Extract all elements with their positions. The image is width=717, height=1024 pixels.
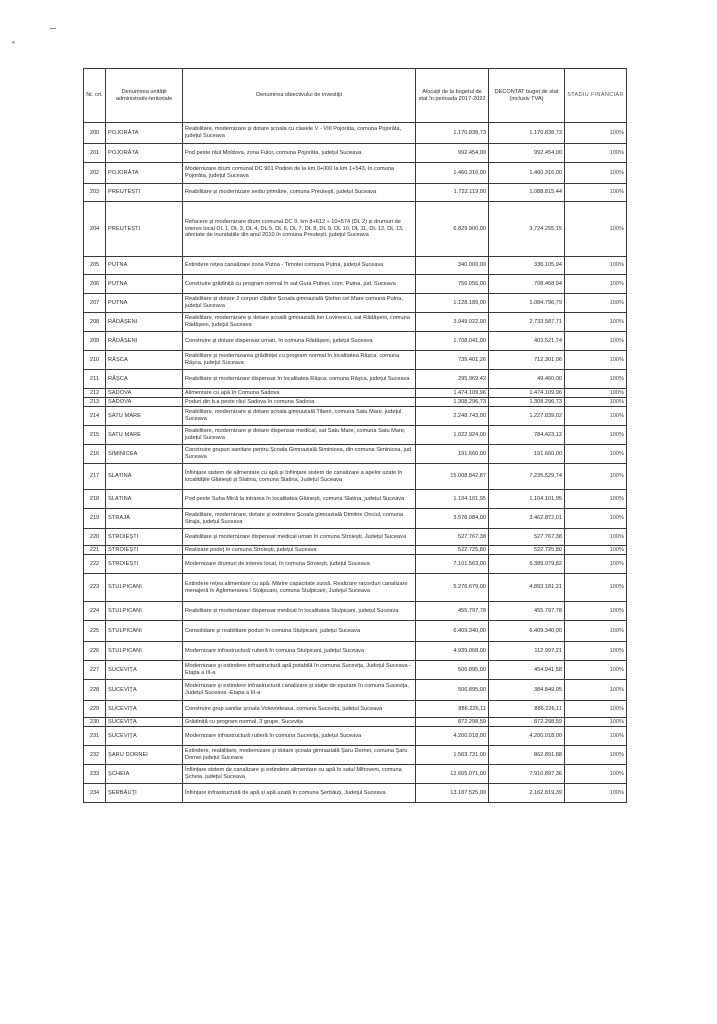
table-row: [84, 661, 627, 680]
row-allocation: 12.665.071,00: [416, 765, 489, 784]
row-number: 227: [84, 661, 106, 680]
row-settled: 886.226,11: [489, 701, 565, 718]
table-row: [84, 257, 627, 275]
row-allocation: 455.797,78: [416, 602, 489, 621]
table-row: [84, 546, 627, 555]
row-stage: 100%: [565, 389, 627, 398]
table-row: [84, 313, 627, 332]
table-row: [84, 389, 627, 398]
row-unit-name: RĂDĂȘENI: [106, 313, 183, 332]
row-number: 206: [84, 275, 106, 294]
row-settled: 4.200.018,00: [489, 727, 565, 746]
row-number: 209: [84, 332, 106, 351]
row-number: 216: [84, 445, 106, 464]
row-settled: 7.910.897,36: [489, 765, 565, 784]
header-nr: Nr. crt.: [84, 69, 106, 123]
row-number: 202: [84, 163, 106, 184]
row-unit-name: SUCEVIȚA: [106, 680, 183, 701]
row-allocation: 1.460.316,00: [416, 163, 489, 184]
row-stage: 100%: [565, 718, 627, 727]
row-unit-name: RÂȘCA: [106, 351, 183, 370]
table-row: [84, 746, 627, 765]
row-unit-name: STROIEȘTI: [106, 555, 183, 574]
row-number: 231: [84, 727, 106, 746]
row-allocation: 886.226,11: [416, 701, 489, 718]
row-stage: 100%: [565, 445, 627, 464]
header-financial-stage: STADIU FINANCIAR: [565, 69, 627, 123]
row-unit-name: STROIEȘTI: [106, 529, 183, 546]
row-settled: 112.997,21: [489, 642, 565, 661]
table-row: [84, 464, 627, 490]
row-stage: 100%: [565, 701, 627, 718]
table-row: [84, 529, 627, 546]
row-allocation: 13.187.525,00: [416, 784, 489, 803]
row-number: 201: [84, 144, 106, 163]
row-objective: Construire grupuri sanitare pentru Școala Gimnazială Siminicea, din comuna Siminicea, jud. Suceava: [183, 445, 416, 464]
row-objective: Pod peste Suha Mică la intrarea în localitatea Găinești, comuna Slatina, județul Suceava: [183, 490, 416, 509]
row-settled: 1.170.838,73: [489, 123, 565, 144]
row-allocation: 4.200.018,00: [416, 727, 489, 746]
row-objective: Modernizare și extindere infrastructură canalizare și stație de epurare în comuna Sucevița, Județul Suceava -Etapa a III-a: [183, 680, 416, 701]
row-objective: Extindere rețea canalizare zona Putna - Timotei comuna Putna, județul Suceava: [183, 257, 416, 275]
table-row: [84, 680, 627, 701]
row-stage: 100%: [565, 370, 627, 389]
row-unit-name: SUCEVIȚA: [106, 701, 183, 718]
row-number: 217: [84, 464, 106, 490]
row-settled: 336.105,94: [489, 257, 565, 275]
row-allocation: 6.409.340,00: [416, 621, 489, 642]
row-objective: Pod peste râul Moldova, zona Fulor, comuna Pojorâta, județul Suceava: [183, 144, 416, 163]
row-unit-name: SUCEVIȚA: [106, 718, 183, 727]
row-stage: 100%: [565, 746, 627, 765]
row-objective: Construire grup sanitar școala Voievodeasa, comuna Sucevița, județul Suceava: [183, 701, 416, 718]
row-stage: 100%: [565, 765, 627, 784]
row-unit-name: SUCEVIȚA: [106, 661, 183, 680]
row-objective: Reabilitare, modernizare și dotare școală gimnazială Ion Lovinescu, sat Rădășeni, comuna Rădășeni, județul Suceava: [183, 313, 416, 332]
row-settled: 191.660,00: [489, 445, 565, 464]
row-unit-name: PUTNA: [106, 257, 183, 275]
table-row: [84, 602, 627, 621]
row-objective: Reabilitare, modernizare și dotare școala gimnazială Tibeni, comuna Satu Mare, județul Suceava: [183, 407, 416, 426]
row-unit-name: POJORÂTA: [106, 163, 183, 184]
row-unit-name: PREUTEȘTI: [106, 202, 183, 257]
row-unit-name: SIMINICEA: [106, 445, 183, 464]
row-number: 230: [84, 718, 106, 727]
row-unit-name: STRAJA: [106, 509, 183, 529]
table-row: [84, 370, 627, 389]
row-unit-name: SLATINA: [106, 464, 183, 490]
row-settled: 708.468,94: [489, 275, 565, 294]
row-stage: 100%: [565, 275, 627, 294]
header-settled: DECONTAT buget de stat (inclusiv TVA): [489, 69, 565, 123]
row-objective: Înființare sistem de canalizare și extindere alimentare cu apă în satul Mihoveni, comuna Șcheia, județul Suceava: [183, 765, 416, 784]
row-unit-name: RĂDĂȘENI: [106, 332, 183, 351]
header-allocations: Alocații de la bugetul de stat în perioada 2017-2022: [416, 69, 489, 123]
row-settled: 403.521,74: [489, 332, 565, 351]
table-row: [84, 294, 627, 313]
row-number: 210: [84, 351, 106, 370]
row-unit-name: SUCEVIȚA: [106, 727, 183, 746]
row-number: 220: [84, 529, 106, 546]
row-settled: 6.409.340,00: [489, 621, 565, 642]
table-row: [84, 642, 627, 661]
row-stage: 100%: [565, 144, 627, 163]
row-objective: Modernizare și extindere infrastructură apă potabilă în comuna Sucevița, Județul Suceava -Etapa a III-a: [183, 661, 416, 680]
row-objective: Modernizare drum comunal DC 901 Podirei de la km 0+000 la km 1+543, în comuna Pojorâta, județul Suceava: [183, 163, 416, 184]
row-stage: 100%: [565, 184, 627, 202]
row-objective: Modernizare infrastructură rutieră în comuna Sucevița, județul Suceava: [183, 727, 416, 746]
row-objective: Reabilitare și modernizare dispensar medical în localitatea Stulpicani, județul Suceava: [183, 602, 416, 621]
table-row: [84, 144, 627, 163]
row-objective: Reabilitare și modernizare dispensar în localitatea Râșca, comuna Râșca, județul Suceava: [183, 370, 416, 389]
row-number: 224: [84, 602, 106, 621]
row-settled: 527.767,38: [489, 529, 565, 546]
row-number: 213: [84, 398, 106, 407]
row-settled: 862.891,88: [489, 746, 565, 765]
row-number: 232: [84, 746, 106, 765]
row-settled: 3.724.255,15: [489, 202, 565, 257]
row-settled: 1.088.815,44: [489, 184, 565, 202]
row-unit-name: SADOVA: [106, 398, 183, 407]
row-unit-name: POJORÂTA: [106, 144, 183, 163]
row-allocation: 527.767,38: [416, 529, 489, 546]
row-stage: 100%: [565, 202, 627, 257]
row-settled: 7.235.529,74: [489, 464, 565, 490]
row-objective: Poduri din b.a peste râul Sadova în comuna Sadova: [183, 398, 416, 407]
table-row: [84, 718, 627, 727]
table-row: [84, 445, 627, 464]
row-unit-name: SLATINA: [106, 490, 183, 509]
row-unit-name: STULPICANI: [106, 621, 183, 642]
row-allocation: 6.829.900,00: [416, 202, 489, 257]
row-objective: Construire și dotare dispensar uman, în comuna Rădășeni, județul Suceava: [183, 332, 416, 351]
row-stage: 100%: [565, 574, 627, 602]
row-settled: 3.462.872,01: [489, 509, 565, 529]
row-number: 204: [84, 202, 106, 257]
table-row: [84, 123, 627, 144]
row-stage: 100%: [565, 294, 627, 313]
row-objective: Consolidare și reabilitare poduri în comuna Stulpicani, județul Suceava: [183, 621, 416, 642]
row-objective: Modernizare infrastructură rutieră în comuna Stulpicani, județul Suceava: [183, 642, 416, 661]
row-unit-name: STULPICANI: [106, 602, 183, 621]
table-row: [84, 784, 627, 803]
row-number: 211: [84, 370, 106, 389]
row-settled: 1.084.796,79: [489, 294, 565, 313]
row-settled: 522.725,80: [489, 546, 565, 555]
row-stage: 100%: [565, 123, 627, 144]
row-settled: 1.460.316,00: [489, 163, 565, 184]
scan-dash-mark: [50, 28, 56, 29]
row-settled: 1.104.101,95: [489, 490, 565, 509]
investment-table: [83, 68, 627, 803]
row-stage: 100%: [565, 509, 627, 529]
row-objective: Refacere și modernizare drum comunal DC 9, km 8+612 ÷ 10+574 (DL 2) și drumuri de interes local DL 1, DL 3, DL 4, DL 5, DL 6, DL 7, DL 8, DL 9, DL 10, DL 11, DL 12, DL 13, afectate de inundațiile din anul 2010 în comuna Preutești, județul Suceava: [183, 202, 416, 257]
table-row: [84, 351, 627, 370]
row-objective: Reabilitare și modernizare dispensar medical uman în comuna Stroiești, Județul Suceava: [183, 529, 416, 546]
row-allocation: 756.056,00: [416, 275, 489, 294]
row-unit-name: ȘERBĂUȚI: [106, 784, 183, 803]
row-objective: Reabilitare, modernizare și dotare școala cu clasele V - VIII Pojorâta, comuna Pojorâta, județul Suceava: [183, 123, 416, 144]
table-row: [84, 332, 627, 351]
row-allocation: 1.708.041,00: [416, 332, 489, 351]
row-number: 222: [84, 555, 106, 574]
table-row: [84, 398, 627, 407]
row-number: 212: [84, 389, 106, 398]
row-objective: Extindere rețea alimentare cu apă. Mărire capacitate sursă. Realizare racorduri canalizare menajeră în Aglomerarea I Stulpicani, comuna Stulpicani, Județul Suceava: [183, 574, 416, 602]
table-header-row: [84, 69, 627, 123]
row-allocation: 340.000,00: [416, 257, 489, 275]
row-objective: Reabilitare și dotare 2 corpuri clădire Școala gimnazială Ștefan cel Mare comuna Putna, județul Suceava: [183, 294, 416, 313]
row-allocation: 506.895,00: [416, 661, 489, 680]
row-number: 205: [84, 257, 106, 275]
row-stage: 100%: [565, 642, 627, 661]
row-stage: 100%: [565, 490, 627, 509]
row-allocation: 506.895,00: [416, 680, 489, 701]
row-stage: 100%: [565, 332, 627, 351]
row-number: 233: [84, 765, 106, 784]
row-allocation: 3.578.084,00: [416, 509, 489, 529]
table-row: [84, 490, 627, 509]
table-row: [84, 184, 627, 202]
row-allocation: 872.298,59: [416, 718, 489, 727]
row-stage: 100%: [565, 661, 627, 680]
table-row: [84, 426, 627, 445]
row-settled: 6.389.079,82: [489, 555, 565, 574]
page-dot-mark: •: [12, 38, 15, 47]
row-stage: 100%: [565, 426, 627, 445]
row-allocation: 5.276.679,00: [416, 574, 489, 602]
row-settled: 454.941,58: [489, 661, 565, 680]
row-number: 225: [84, 621, 106, 642]
row-stage: 100%: [565, 680, 627, 701]
table-row: [84, 163, 627, 184]
table-row: [84, 509, 627, 529]
row-settled: 49.460,00: [489, 370, 565, 389]
row-number: 215: [84, 426, 106, 445]
row-settled: 4.893.181,21: [489, 574, 565, 602]
table-row: [84, 275, 627, 294]
header-objective: Denumirea obiectivului de investiții: [183, 69, 416, 123]
row-unit-name: RÂȘCA: [106, 370, 183, 389]
row-number: 226: [84, 642, 106, 661]
row-stage: 100%: [565, 555, 627, 574]
table-row: [84, 621, 627, 642]
row-number: 228: [84, 680, 106, 701]
table-row: [84, 407, 627, 426]
row-objective: Înființare sistem de alimentare cu apă și înființare sistem de canalizare a apelor uzate în localitățile Găinești și Slatina, comuna Slatina, Județul Suceava: [183, 464, 416, 490]
row-stage: 100%: [565, 257, 627, 275]
row-stage: 100%: [565, 784, 627, 803]
row-allocation: 522.725,80: [416, 546, 489, 555]
row-number: 234: [84, 784, 106, 803]
row-number: 207: [84, 294, 106, 313]
row-unit-name: STROIEȘTI: [106, 546, 183, 555]
row-allocation: 992.454,00: [416, 144, 489, 163]
row-settled: 784.423,12: [489, 426, 565, 445]
row-settled: 2.733.587,71: [489, 313, 565, 332]
row-stage: 100%: [565, 407, 627, 426]
row-objective: Construire grădiniță cu program normal în sat Gura Putnei, com. Putna, jud. Suceava: [183, 275, 416, 294]
row-allocation: 1.308.296,73: [416, 398, 489, 407]
row-settled: 1.474.109,96: [489, 389, 565, 398]
row-allocation: 739.401,26: [416, 351, 489, 370]
row-settled: 992.454,00: [489, 144, 565, 163]
row-settled: 2.162.819,39: [489, 784, 565, 803]
row-stage: 100%: [565, 546, 627, 555]
table-row: [84, 555, 627, 574]
row-objective: Realizare podeț în comuna Stroiești, județul Suceava: [183, 546, 416, 555]
row-unit-name: PUTNA: [106, 294, 183, 313]
row-allocation: 1.563.731,00: [416, 746, 489, 765]
row-allocation: 1.104.101,95: [416, 490, 489, 509]
row-settled: 872.298,59: [489, 718, 565, 727]
row-unit-name: PUTNA: [106, 275, 183, 294]
row-number: 221: [84, 546, 106, 555]
row-allocation: 7.101.563,00: [416, 555, 489, 574]
row-allocation: 1.170.838,73: [416, 123, 489, 144]
row-stage: 100%: [565, 529, 627, 546]
table-row: [84, 765, 627, 784]
row-stage: 100%: [565, 398, 627, 407]
row-allocation: 191.660,00: [416, 445, 489, 464]
row-settled: 384.849,05: [489, 680, 565, 701]
row-number: 218: [84, 490, 106, 509]
row-stage: 100%: [565, 727, 627, 746]
table-row: [84, 701, 627, 718]
row-settled: 1.227.839,02: [489, 407, 565, 426]
table-row: [84, 202, 627, 257]
row-allocation: 3.949.022,00: [416, 313, 489, 332]
row-unit-name: SATU MARE: [106, 407, 183, 426]
row-objective: Reabilitare și modernizare sediu primărie, comuna Preutești, județul Suceava: [183, 184, 416, 202]
row-allocation: 1.474.109,96: [416, 389, 489, 398]
row-allocation: 2.248.743,00: [416, 407, 489, 426]
row-stage: 100%: [565, 621, 627, 642]
row-objective: Înființare infrastructură de apă și apă uzată în comuna Șerbăuți, Județul Suceava: [183, 784, 416, 803]
row-number: 229: [84, 701, 106, 718]
row-allocation: 1.128.189,00: [416, 294, 489, 313]
row-objective: Reabilitare și modernizarea grădiniței cu program normal în localitatea Râșca, comuna Râșca, județul Suceava: [183, 351, 416, 370]
row-unit-name: ȘARU DORNEI: [106, 746, 183, 765]
row-stage: 100%: [565, 163, 627, 184]
row-allocation: 295.969,42: [416, 370, 489, 389]
row-number: 219: [84, 509, 106, 529]
row-objective: Alimentare cu apă în Comuna Sadova: [183, 389, 416, 398]
header-unit: Denumirea unității administrativ-teritoriale: [106, 69, 183, 123]
row-number: 208: [84, 313, 106, 332]
row-unit-name: SATU MARE: [106, 426, 183, 445]
row-stage: 100%: [565, 351, 627, 370]
row-stage: 100%: [565, 464, 627, 490]
row-number: 200: [84, 123, 106, 144]
row-allocation: 4.939.068,00: [416, 642, 489, 661]
row-unit-name: STULPICANI: [106, 574, 183, 602]
row-number: 214: [84, 407, 106, 426]
row-unit-name: STULPICANI: [106, 642, 183, 661]
row-objective: Reabilitare, modernizare, dotare și extindere Școala gimnazială Dimitrie Onciul, comuna Straja, județul Suceava: [183, 509, 416, 529]
row-objective: Reabilitare, modernizare și dotare dispensar medical, sat Satu Mare, comuna Satu Mare, județul Suceava: [183, 426, 416, 445]
row-settled: 455.797,78: [489, 602, 565, 621]
row-unit-name: ȘCHEIA: [106, 765, 183, 784]
row-unit-name: POJORÂTA: [106, 123, 183, 144]
row-number: 223: [84, 574, 106, 602]
row-objective: Grădiniță cu program normal, 3 grupe, Sucevița: [183, 718, 416, 727]
row-objective: Extindere, reabilitare, modernizare și dotare școala gimnazială Șaru Dornei, comuna Șaru Dornei județul Suceava: [183, 746, 416, 765]
row-settled: 1.308.296,73: [489, 398, 565, 407]
row-objective: Modernizare drumuri de interes local, în comuna Stroiești, județul Suceava: [183, 555, 416, 574]
row-unit-name: SADOVA: [106, 389, 183, 398]
table-row: [84, 574, 627, 602]
row-allocation: 1.022.924,00: [416, 426, 489, 445]
row-allocation: 15.008.842,87: [416, 464, 489, 490]
row-number: 203: [84, 184, 106, 202]
table-row: [84, 727, 627, 746]
row-allocation: 1.722.119,00: [416, 184, 489, 202]
row-settled: 712.301,06: [489, 351, 565, 370]
row-stage: 100%: [565, 313, 627, 332]
row-unit-name: PREUTEȘTI: [106, 184, 183, 202]
row-stage: 100%: [565, 602, 627, 621]
